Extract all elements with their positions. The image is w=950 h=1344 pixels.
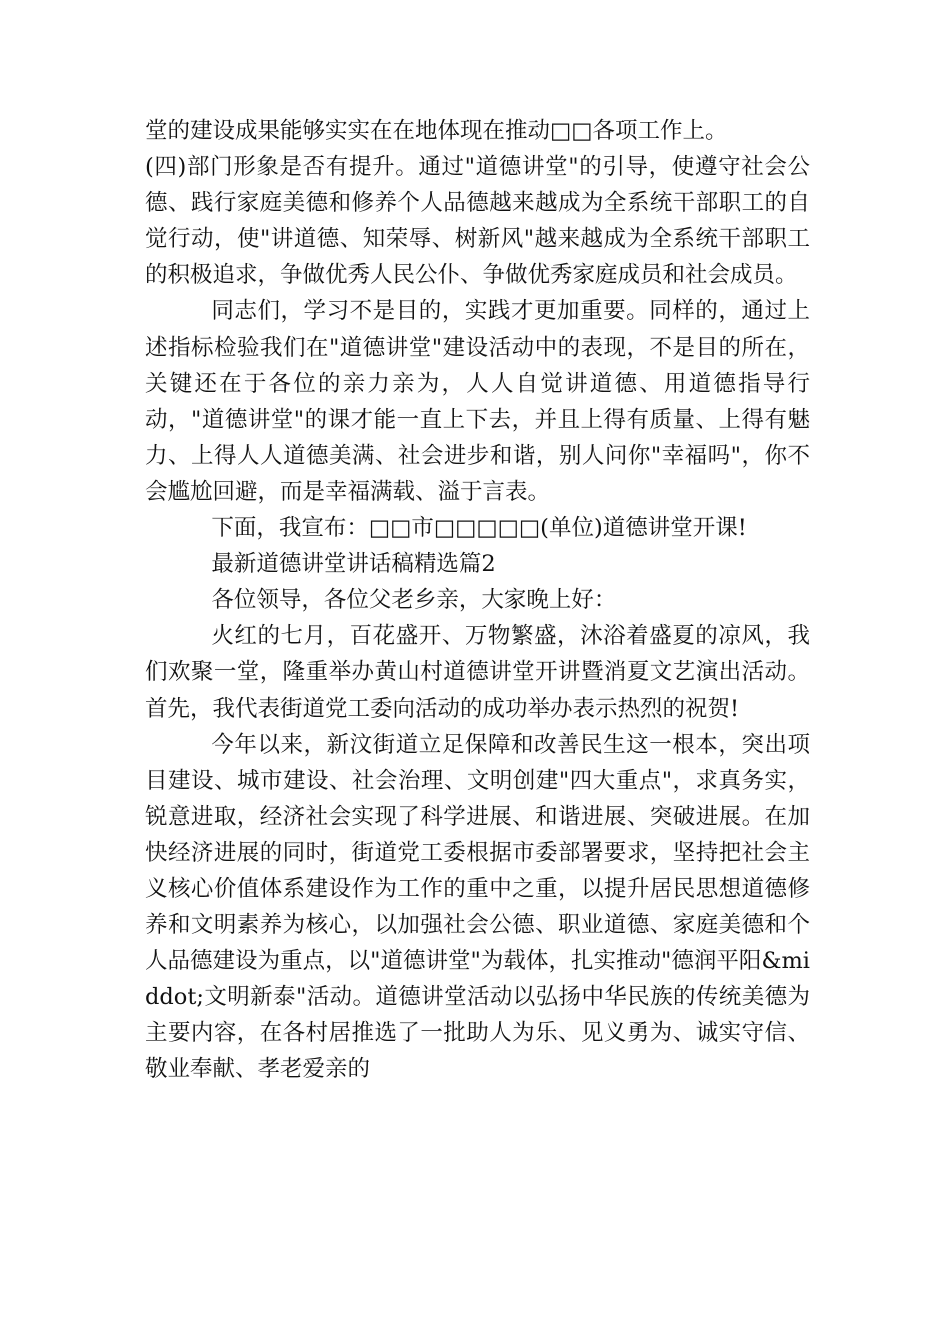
paragraph-2: (四)部门形象是否有提升。通过"道德讲堂"的引导，使遵守社会公德、践行家庭美德和修养个人品德越来越成为全系统干部职工的自觉行动，使"讲道德、知荣辱、树新风"越来越成为全系统干部职工的积极追求，争做优秀人民公仆、争做优秀家庭成员和社会成员。	[145, 154, 810, 289]
paragraph-8: 今年以来，新汶街道立足保障和改善民生这一根本，突出项目建设、城市建设、社会治理、文明创建"四大重点"，求真务实，锐意进取，经济社会实现了科学进展、和谐进展、突破进展。在加快经济进展的同时，街道党工委根据市委部署要求，坚持把社会主义核心价值体系建设作为工作的重中之重，以提升居民思想道德修养和文明素养为核心，以加强社会公德、职业道德、家庭美德和个人品德建设为重点，以"道德讲堂"为载体，扎实推动"德润平阳&middot;文明新泰"活动。道德讲堂活动以弘扬中华民族的传统美德为主要内容，在各村居推选了一批助人为乐、见义勇为、诚实守信、敬业奉献、孝老爱亲的	[145, 731, 810, 1083]
paragraph-7: 火红的七月，百花盛开、万物繁盛，沐浴着盛夏的凉风，我们欢聚一堂，隆重举办黄山村道德讲堂开讲暨消夏文艺演出活动。首先，我代表街道党工委向活动的成功举办表示热烈的祝贺!	[145, 623, 810, 722]
announcement-line: 下面，我宣布：□□市□□□□□(单位)道德讲堂开课!	[211, 515, 747, 542]
document-page	[145, 113, 810, 1088]
paragraph-3: 同志们，学习不是目的，实践才更加重要。同样的，通过上述指标检验我们在"道德讲堂"建设活动中的表现，不是目的所在，关键还在于各位的亲力亲为，人人自觉讲道德、用道德指导行动，"道德讲堂"的课才能一直上下去，并且上得有质量、上得有魅力、上得人人道德美满、社会进步和谐，别人问你"幸福吗"，你不会尴尬回避，而是幸福满载、溢于言表。	[145, 298, 810, 505]
section-heading: 最新道德讲堂讲话稿精选篇2	[211, 551, 496, 578]
greeting-line: 各位领导，各位父老乡亲，大家晚上好：	[211, 587, 617, 614]
paragraph-1: 堂的建设成果能够实实在在地体现在推动□□各项工作上。	[145, 118, 728, 144]
